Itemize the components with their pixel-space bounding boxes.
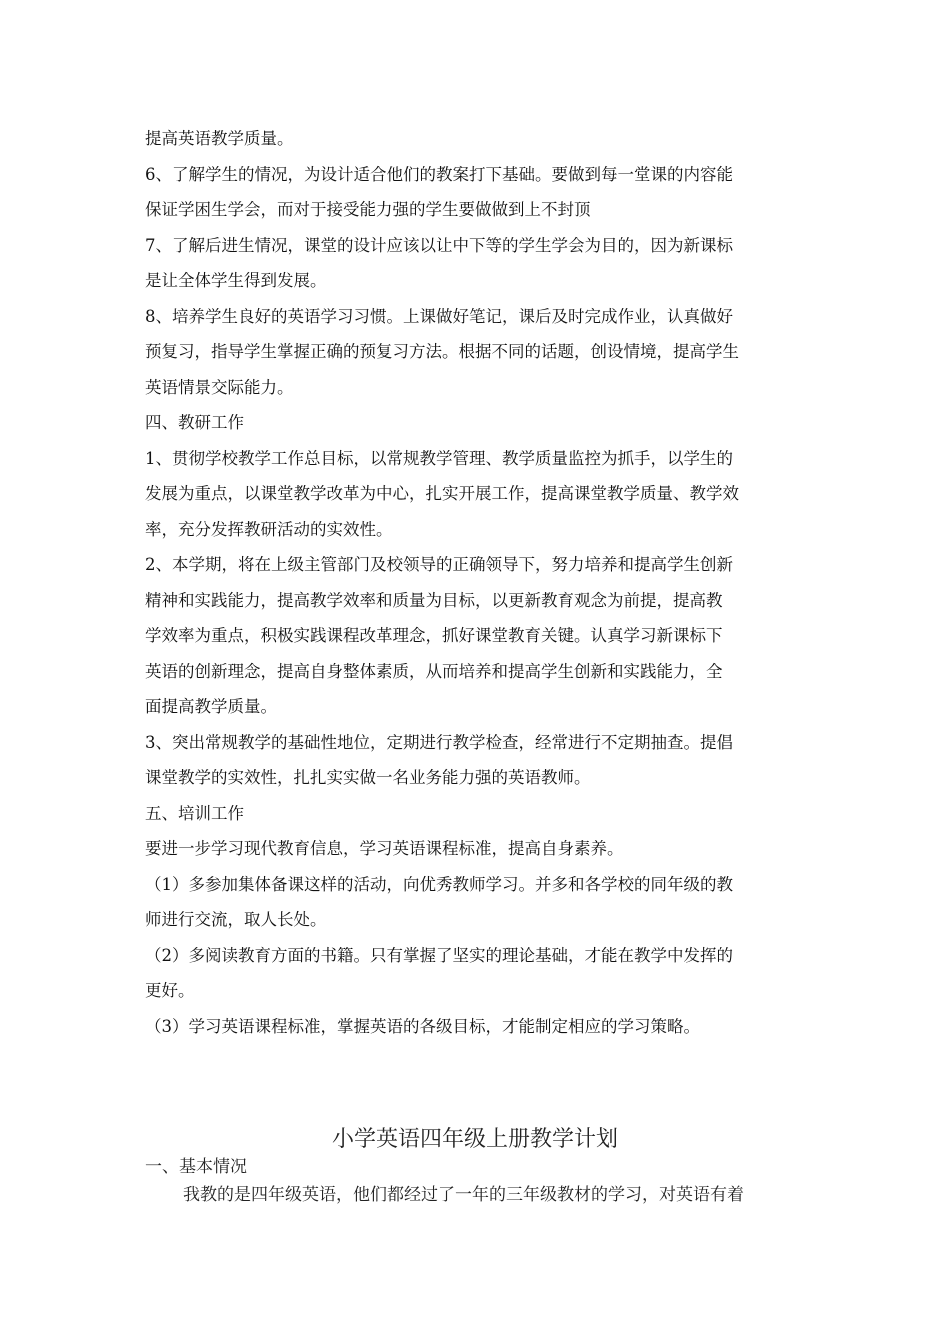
text-line: 8、培养学生良好的英语学习习惯。上课做好笔记，课后及时完成作业，认真做好	[145, 306, 733, 326]
text-line: 7、了解后进生情况，课堂的设计应该以让中下等的学生学会为目的，因为新课标	[145, 235, 733, 255]
document-title: 小学英语四年级上册教学计划	[331, 1127, 618, 1152]
section-heading: 五、培训工作	[145, 803, 244, 823]
text-line: 6、了解学生的情况，为设计适合他们的教案打下基础。要做到每一堂课的内容能	[145, 164, 733, 184]
text-line: 2、本学期，将在上级主管部门及校领导的正确领导下，努力培养和提高学生创新	[145, 555, 733, 574]
text-line: 发展为重点，以课堂教学改革为中心，扎实开展工作，提高课堂教学质量、教学效	[145, 484, 739, 503]
text-line: 提高英语教学质量。	[145, 129, 294, 148]
text-line: 3、突出常规教学的基础性地位，定期进行教学检查，经常进行不定期抽查。提倡	[145, 732, 733, 752]
text-line: 师进行交流，取人长处。	[145, 910, 327, 929]
text-line: （2）多阅读教育方面的书籍。只有掌握了坚实的理论基础，才能在教学中发挥的	[145, 945, 733, 965]
text-line: 精神和实践能力，提高教学效率和质量为目标，以更新教育观念为前提，提高教	[145, 590, 723, 610]
text-line: 学效率为重点，积极实践课程改革理念，抓好课堂教育关键。认真学习新课标下	[145, 626, 723, 645]
text-line: （3）学习英语课程标准，掌握英语的各级目标，才能制定相应的学习策略。	[145, 1016, 700, 1036]
intro-paragraph: 我教的是四年级英语，他们都经过了一年的三年级教材的学习，对英语有着	[183, 1185, 744, 1205]
text-line: 英语的创新理念，提高自身整体素质，从而培养和提高学生创新和实践能力，全	[145, 661, 723, 681]
text-line: 是让全体学生得到发展。	[145, 271, 327, 290]
text-line: 课堂教学的实效性，扎扎实实做一名业务能力强的英语教师。	[145, 768, 591, 787]
text-line: 率，充分发挥教研活动的实效性。	[145, 519, 393, 539]
text-line: 面提高教学质量。	[145, 697, 277, 716]
text-line: 要进一步学习现代教育信息，学习英语课程标准，提高自身素养。	[145, 839, 624, 858]
body-text	[145, 121, 815, 1044]
text-line: 英语情景交际能力。	[145, 377, 294, 397]
text-line: 保证学困生学会，而对于接受能力强的学生要做做到上不封顶	[145, 200, 591, 219]
text-line: 更好。	[145, 981, 195, 1000]
text-line: 预复习，指导学生掌握正确的预复习方法。根据不同的话题，创设情境，提高学生	[145, 342, 739, 361]
text-line: 1、贯彻学校教学工作总目标，以常规教学管理、教学质量监控为抓手，以学生的	[145, 448, 733, 468]
text-line: （1）多参加集体备课这样的活动，向优秀教师学习。并多和各学校的同年级的教	[145, 874, 733, 894]
section-heading: 一、基本情况	[145, 1157, 247, 1177]
section-heading: 四、教研工作	[145, 413, 244, 432]
